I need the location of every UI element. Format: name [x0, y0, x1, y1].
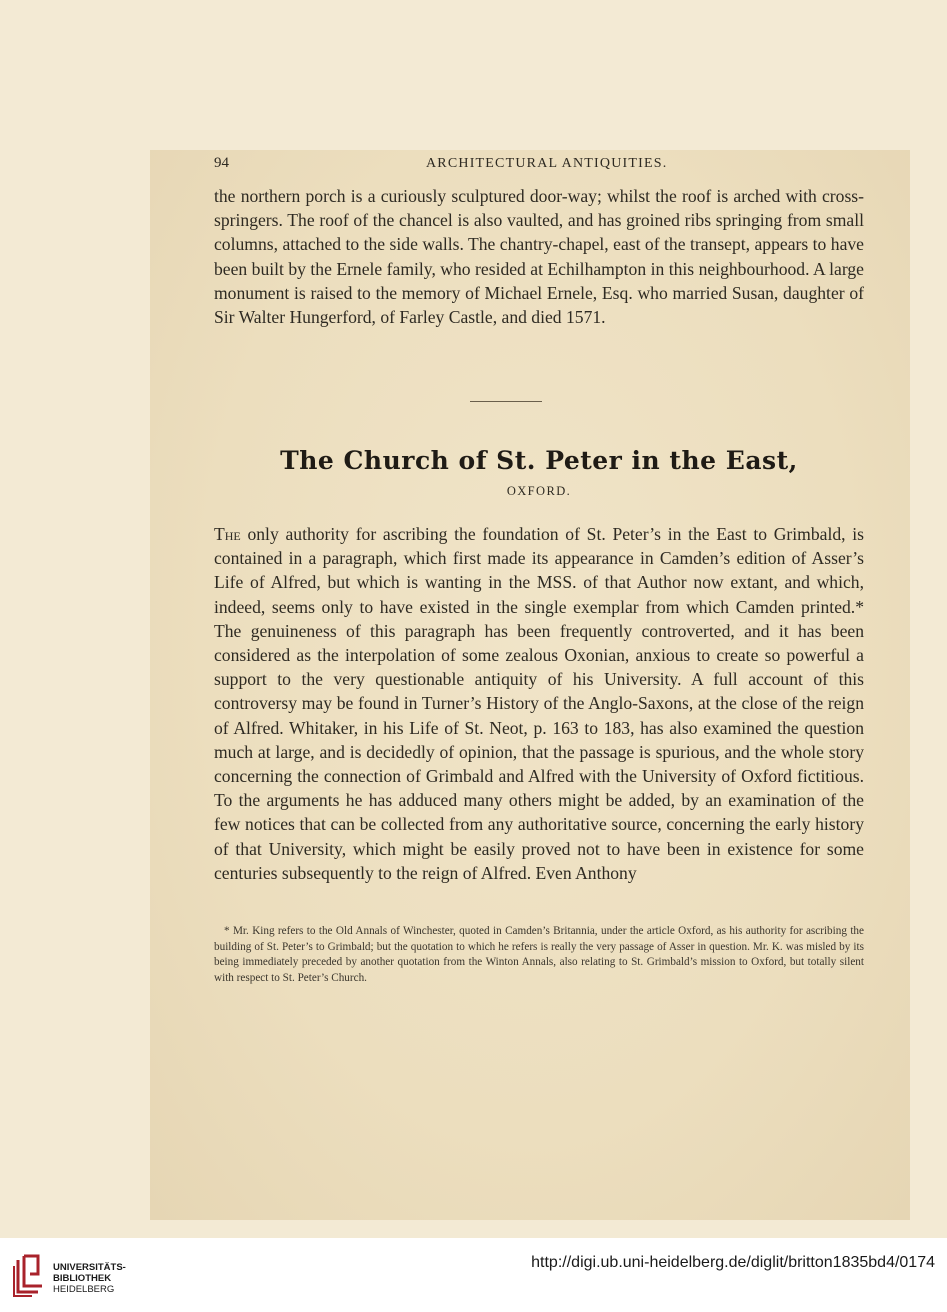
source-url-link[interactable]: http://digi.ub.uni-heidelberg.de/diglit/britton1835bd4/0174: [531, 1254, 935, 1271]
footnote-text: Mr. King refers to the Old Annals of Winchester, quoted in Camden’s Britannia, under the article Oxford, as his authority for ascribing the building of St. Peter’s to Grimbald; but the quotation to which he refers is really the very passage of Asser in question. Mr. K. was misled by its being immediately preceded by another quotation from the Winton Annals, also relating to St. Grimbald’s mission to Oxford, but totally silent with respect to St. Peter’s Church.: [214, 925, 864, 984]
footnote-marker: *: [224, 925, 230, 937]
library-footer: [0, 1238, 947, 1312]
library-name: [53, 1262, 126, 1295]
paragraph-2-lead-word: The: [214, 524, 241, 544]
library-name-line-3: HEIDELBERG: [53, 1284, 115, 1295]
paragraph-2: [214, 522, 864, 885]
library-name-line-2: BIBLIOTHEK: [53, 1273, 112, 1284]
paragraph-1: the northern porch is a curiously sculptured door-way; whilst the roof is arched with cross-springers. The roof of the chancel is also vaulted, and has groined ribs springing from small columns, attached to the side walls. The chantry-chapel, east of the transept, appears to have been built by the Ernele family, who resided at Echilhampton in this neighbourhood. A large monument is raised to the memory of Michael Ernele, Esq. who married Susan, daughter of Sir Walter Hungerford, of Farley Castle, and died 1571.: [214, 186, 864, 328]
footnote: [214, 924, 864, 986]
library-name-line-1: UNIVERSITÄTS-: [53, 1262, 126, 1273]
section-title: The Church of St. Peter in the East,: [280, 446, 798, 475]
section-divider: [470, 401, 542, 402]
page-number: 94: [214, 155, 229, 171]
university-library-logo-icon: [12, 1252, 44, 1298]
section-subtitle: OXFORD.: [506, 484, 572, 498]
running-head: [214, 155, 864, 175]
running-head-title: ARCHITECTURAL ANTIQUITIES.: [426, 156, 668, 171]
paragraph-2-text: only authority for ascribing the foundation of St. Peter’s in the East to Grimbald, is contained in a paragraph, which first made its appearance in Camden’s edition of Asser’s Life of Alfred, but which is wanting in the MSS. of that Author now extant, and which, indeed, seems only to have existed in the single exemplar from which Camden printed.* The genuineness of this paragraph has been frequently controverted, and it has been considered as the interpolation of some zealous Oxonian, anxious to create so powerful a support to the very questionable antiquity of his University. A full account of this controversy may be found in Turner’s History of the Anglo-Saxons, at the close of the reign of Alfred. Whitaker, in his Life of St. Neot, p. 163 to 183, has also examined the question much at large, and is decidedly of opinion, that the passage is spurious, and the whole story concerning the connection of Grimbald and Alfred with the University of Oxford fictitious. To the arguments he has adduced many others might be added, by an examination of the few notices that can be collected from any authoritative source, concerning the early history of that University, which might be easily proved not to have been in existence for some centuries subsequently to the reign of Alfred. Even Anthony: [214, 524, 864, 883]
